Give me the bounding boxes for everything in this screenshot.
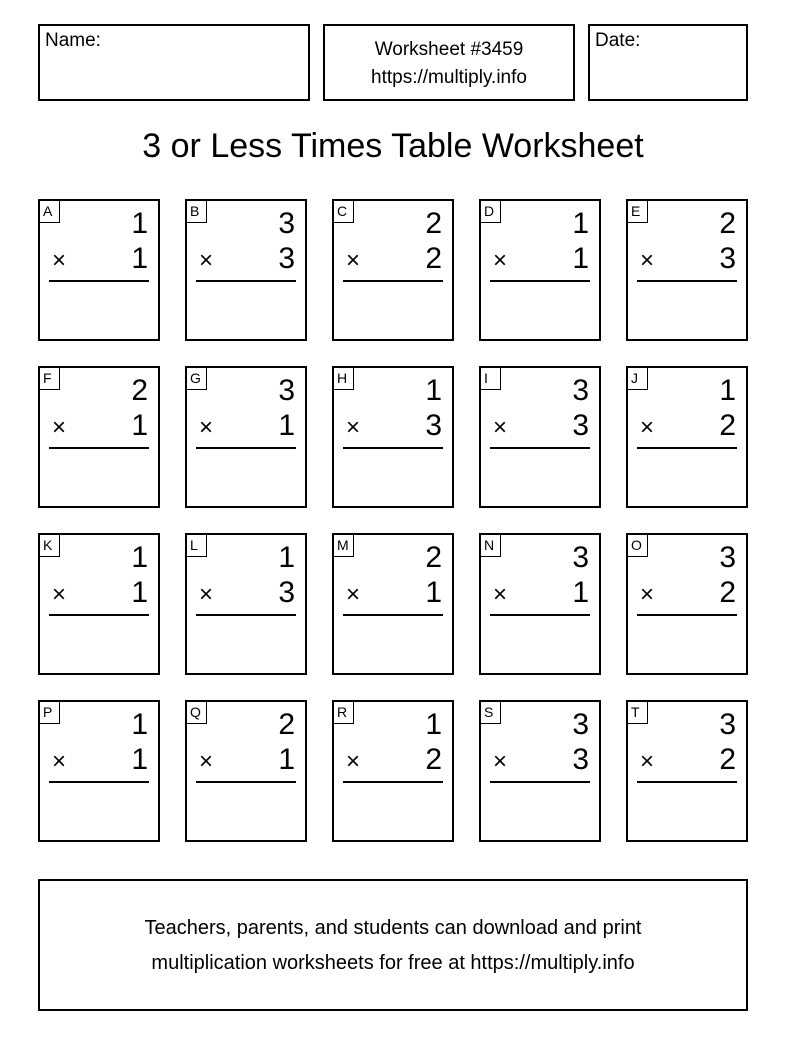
- multiplicand: 3: [572, 541, 589, 574]
- multiplicand: 2: [425, 207, 442, 240]
- times-sign: ×: [640, 414, 655, 441]
- problem-card-d[interactable]: [479, 199, 601, 341]
- problem-letter: Q: [187, 702, 207, 724]
- times-sign: ×: [493, 581, 508, 608]
- answer-line: [196, 280, 296, 282]
- times-sign: ×: [346, 581, 361, 608]
- times-sign: ×: [346, 414, 361, 441]
- date-label: Date:: [595, 30, 641, 51]
- answer-line: [637, 781, 737, 783]
- problem-card-l[interactable]: [185, 533, 307, 675]
- multiplier: 2: [719, 576, 736, 609]
- problem-card-f[interactable]: [38, 366, 160, 508]
- multiplicand: 2: [719, 207, 736, 240]
- problem-letter: H: [334, 368, 354, 390]
- multiplier: 1: [425, 576, 442, 609]
- multiplier: 1: [131, 409, 148, 442]
- answer-line: [49, 614, 149, 616]
- problem-card-j[interactable]: [626, 366, 748, 508]
- multiplicand: 2: [278, 708, 295, 741]
- multiplicand: 3: [719, 708, 736, 741]
- times-sign: ×: [199, 414, 214, 441]
- multiplier: 1: [572, 242, 589, 275]
- times-sign: ×: [199, 247, 214, 274]
- multiplicand: 3: [572, 374, 589, 407]
- page-title: 3 or Less Times Table Worksheet: [142, 127, 644, 165]
- multiplier: 1: [131, 576, 148, 609]
- footer-line-2: multiplication worksheets for free at https://multiply.info: [151, 952, 635, 974]
- multiplicand: 1: [131, 708, 148, 741]
- problem-card-n[interactable]: [479, 533, 601, 675]
- answer-line: [343, 280, 443, 282]
- problem-letter: P: [40, 702, 60, 724]
- multiplicand: 1: [719, 374, 736, 407]
- answer-line: [196, 447, 296, 449]
- multiplicand: 1: [131, 541, 148, 574]
- answer-line: [490, 781, 590, 783]
- answer-line: [49, 280, 149, 282]
- problem-letter: E: [628, 201, 648, 223]
- multiplicand: 1: [425, 374, 442, 407]
- answer-line: [196, 614, 296, 616]
- worksheet-number: Worksheet #3459: [374, 39, 524, 60]
- worksheet-url: https://multiply.info: [371, 67, 527, 88]
- times-sign: ×: [493, 247, 508, 274]
- multiplier: 3: [425, 409, 442, 442]
- multiplier: 1: [131, 242, 148, 275]
- multiplier: 1: [572, 576, 589, 609]
- times-sign: ×: [199, 748, 214, 775]
- answer-line: [637, 614, 737, 616]
- times-sign: ×: [493, 748, 508, 775]
- problem-card-m[interactable]: [332, 533, 454, 675]
- multiplicand: 1: [572, 207, 589, 240]
- problem-letter: L: [187, 535, 207, 557]
- multiplier: 3: [719, 242, 736, 275]
- problem-card-e[interactable]: [626, 199, 748, 341]
- multiplier: 1: [278, 409, 295, 442]
- multiplier: 2: [719, 409, 736, 442]
- answer-line: [490, 447, 590, 449]
- times-sign: ×: [640, 247, 655, 274]
- multiplier: 2: [425, 743, 442, 776]
- problem-card-i[interactable]: [479, 366, 601, 508]
- times-sign: ×: [52, 748, 67, 775]
- multiplier: 3: [572, 409, 589, 442]
- answer-line: [343, 614, 443, 616]
- problem-letter: N: [481, 535, 501, 557]
- times-sign: ×: [346, 748, 361, 775]
- problem-letter: M: [334, 535, 354, 557]
- multiplier: 1: [278, 743, 295, 776]
- multiplicand: 1: [131, 207, 148, 240]
- multiplier: 3: [278, 242, 295, 275]
- times-sign: ×: [52, 581, 67, 608]
- problem-card-s[interactable]: [479, 700, 601, 842]
- answer-line: [637, 447, 737, 449]
- times-sign: ×: [493, 414, 508, 441]
- problem-card-p[interactable]: [38, 700, 160, 842]
- problem-card-c[interactable]: [332, 199, 454, 341]
- problem-letter: F: [40, 368, 60, 390]
- answer-line: [49, 447, 149, 449]
- problem-card-q[interactable]: [185, 700, 307, 842]
- problem-letter: J: [628, 368, 648, 390]
- date-box[interactable]: [588, 24, 748, 101]
- times-sign: ×: [52, 414, 67, 441]
- problem-card-b[interactable]: [185, 199, 307, 341]
- answer-line: [490, 280, 590, 282]
- answer-line: [343, 781, 443, 783]
- problem-card-o[interactable]: [626, 533, 748, 675]
- problem-letter: C: [334, 201, 354, 223]
- answer-line: [343, 447, 443, 449]
- problem-letter: O: [628, 535, 648, 557]
- multiplicand: 3: [278, 207, 295, 240]
- times-sign: ×: [640, 581, 655, 608]
- problem-card-k[interactable]: [38, 533, 160, 675]
- multiplier: 3: [278, 576, 295, 609]
- times-sign: ×: [199, 581, 214, 608]
- problem-letter: B: [187, 201, 207, 223]
- name-label: Name:: [45, 30, 101, 51]
- multiplier: 2: [425, 242, 442, 275]
- multiplier: 1: [131, 743, 148, 776]
- multiplicand: 3: [278, 374, 295, 407]
- footer-box: [38, 879, 748, 1011]
- times-sign: ×: [52, 247, 67, 274]
- answer-line: [490, 614, 590, 616]
- problem-letter: T: [628, 702, 648, 724]
- problem-letter: A: [40, 201, 60, 223]
- times-sign: ×: [346, 247, 361, 274]
- multiplier: 2: [719, 743, 736, 776]
- problem-card-g[interactable]: [185, 366, 307, 508]
- problem-letter: G: [187, 368, 207, 390]
- problem-card-r[interactable]: [332, 700, 454, 842]
- multiplier: 3: [572, 743, 589, 776]
- problem-letter: K: [40, 535, 60, 557]
- times-sign: ×: [640, 748, 655, 775]
- problem-letter: I: [481, 368, 501, 390]
- answer-line: [637, 280, 737, 282]
- problem-letter: R: [334, 702, 354, 724]
- problem-card-h[interactable]: [332, 366, 454, 508]
- answer-line: [196, 781, 296, 783]
- multiplicand: 1: [425, 708, 442, 741]
- worksheet-info-box: [323, 24, 575, 101]
- multiplicand: 3: [572, 708, 589, 741]
- problem-card-t[interactable]: [626, 700, 748, 842]
- problem-letter: S: [481, 702, 501, 724]
- footer-line-1: Teachers, parents, and students can download and print: [144, 917, 642, 939]
- name-box[interactable]: [38, 24, 310, 101]
- multiplicand: 2: [425, 541, 442, 574]
- multiplicand: 2: [131, 374, 148, 407]
- multiplicand: 1: [278, 541, 295, 574]
- multiplicand: 3: [719, 541, 736, 574]
- problem-letter: D: [481, 201, 501, 223]
- problem-card-a[interactable]: [38, 199, 160, 341]
- answer-line: [49, 781, 149, 783]
